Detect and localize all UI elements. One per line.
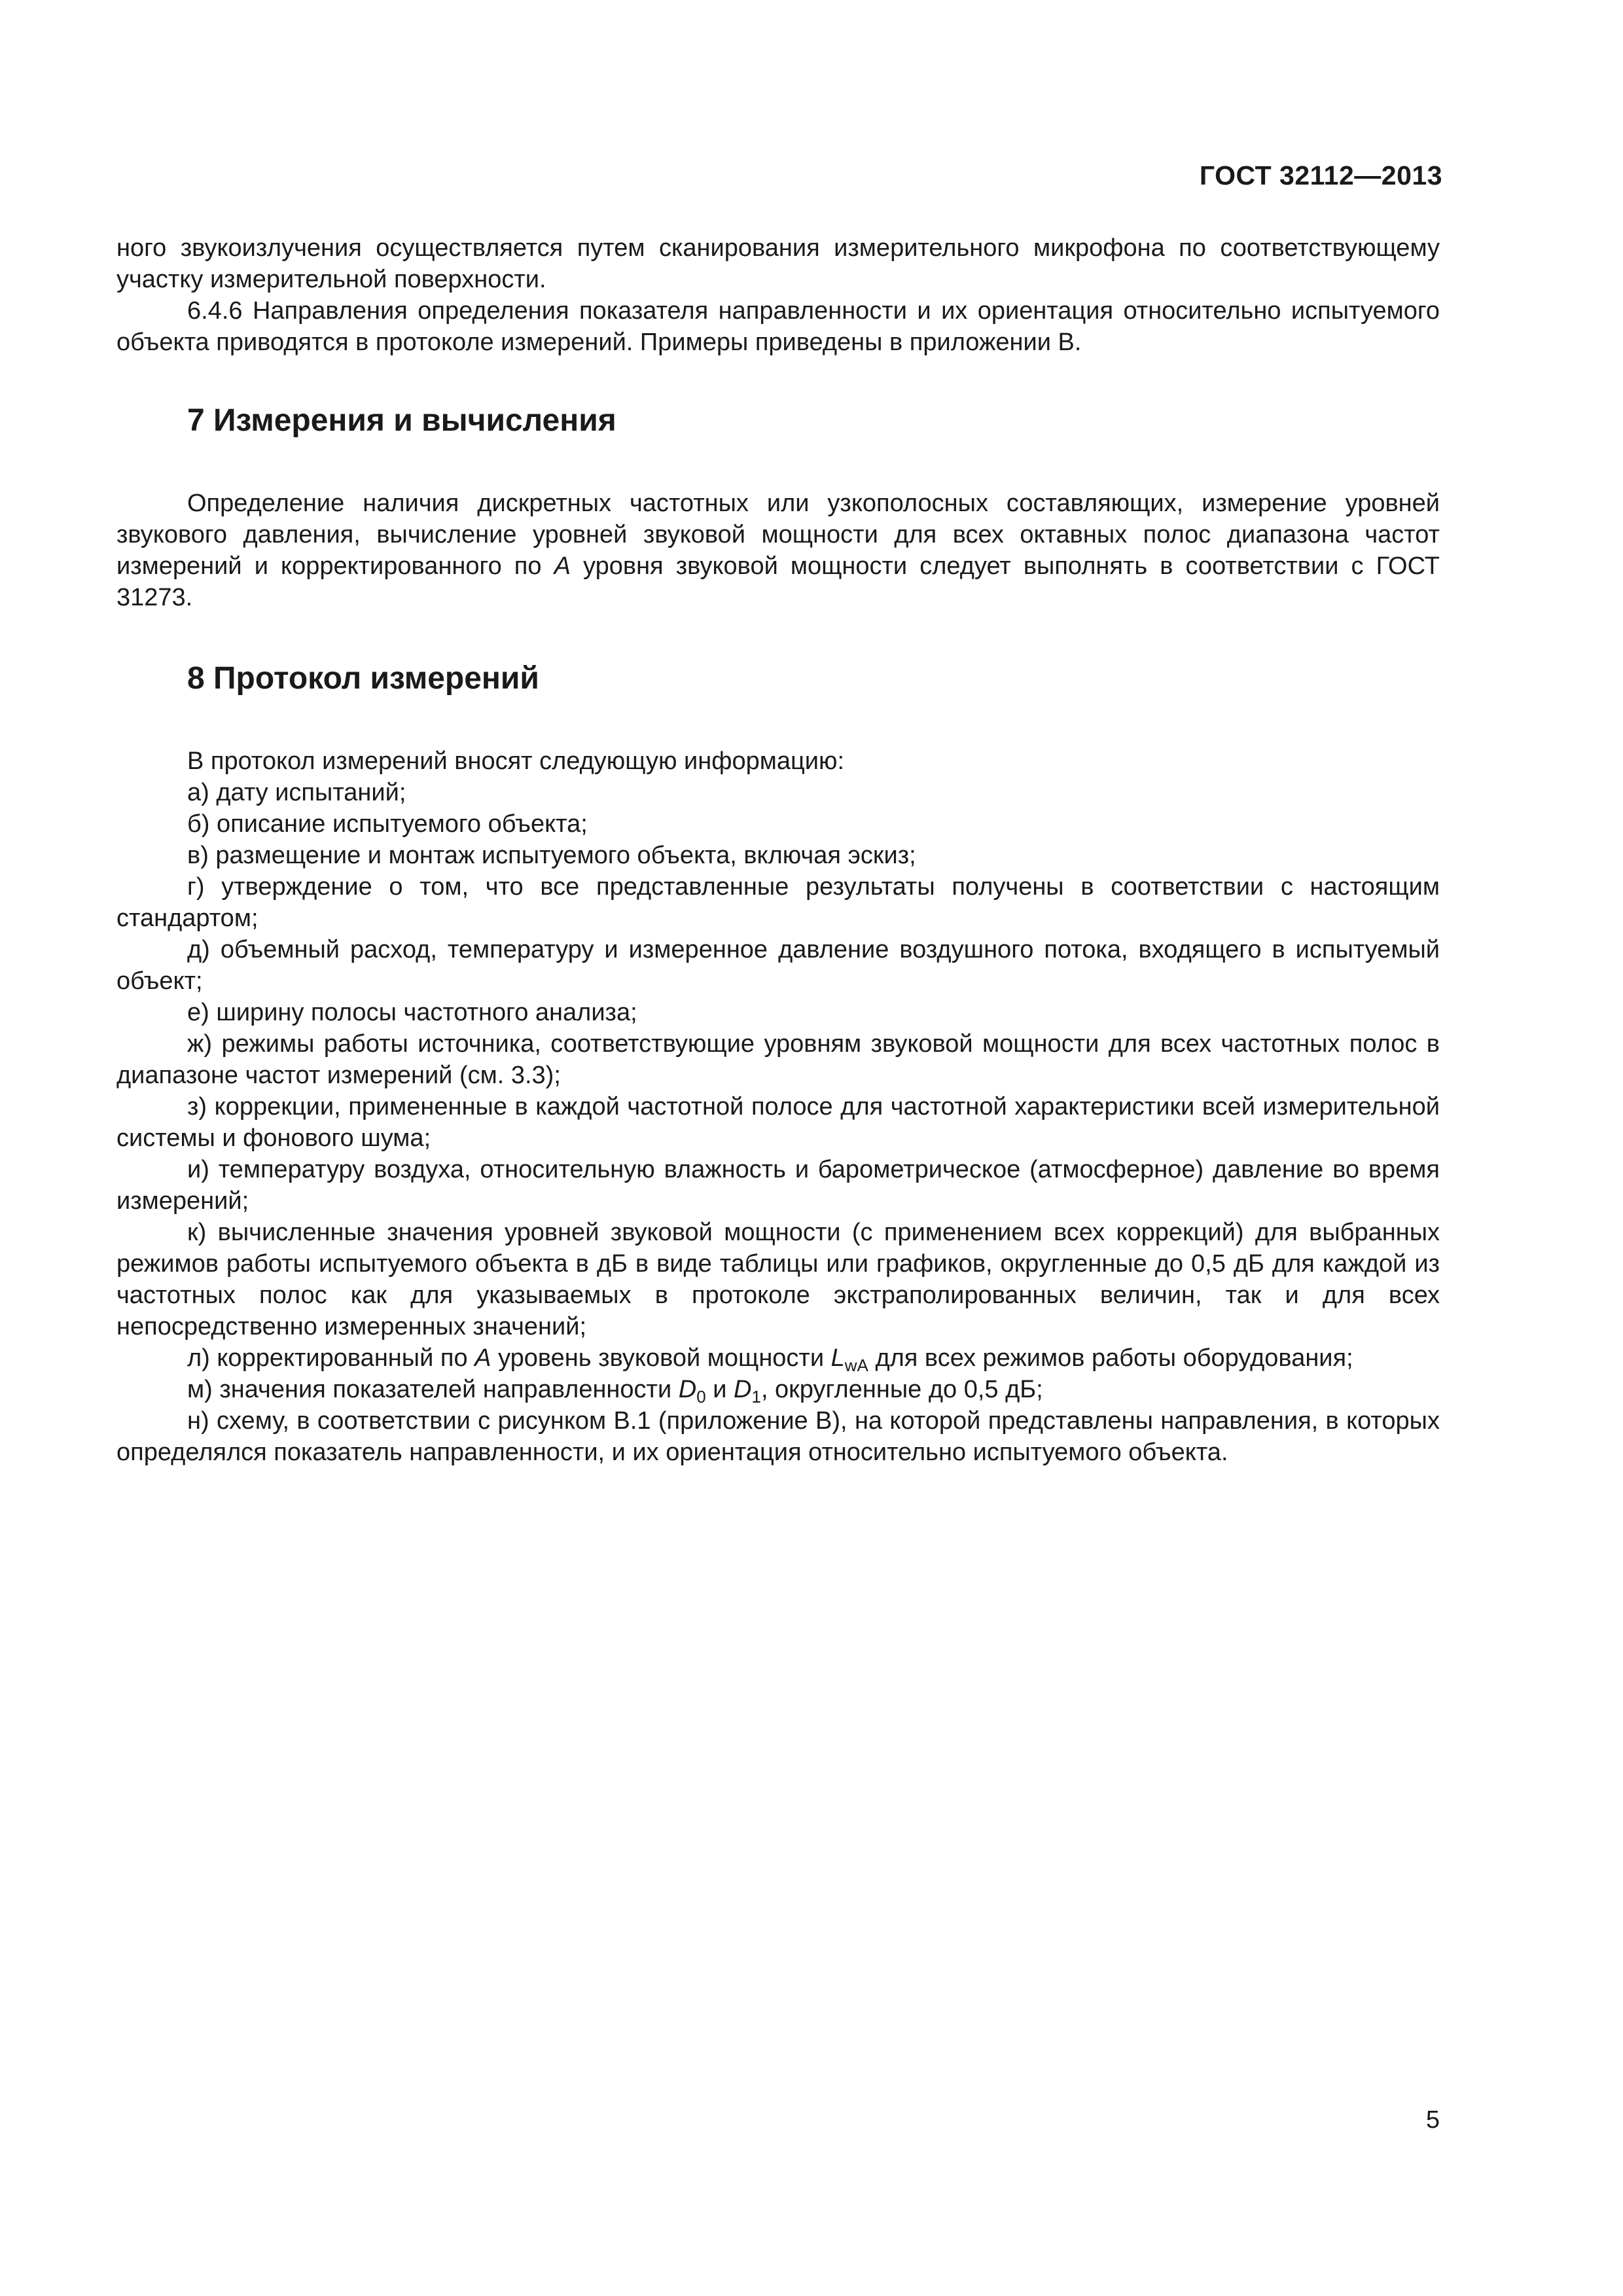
list-item-g: г) утверждение о том, что все представленные результаты получены в соответствии с настоящим стандартом; [116, 873, 1440, 932]
page-number: 5 [1425, 2106, 1440, 2134]
section-8-heading: 8 Протокол измерений [187, 661, 539, 696]
section-7-body-part2: уровня звуковой мощности следует выполнять в соответствии с ГОСТ 31273. [116, 552, 1440, 611]
list-item-l-italic-a: A [474, 1344, 491, 1372]
list-item-d: д) объемный расход, температуру и измеренное давление воздушного потока, входящего в испытуемый объект; [116, 936, 1440, 995]
list-item-m-conj: и [705, 1376, 734, 1403]
list-item-m-part1: м) значения показателей направленности [187, 1376, 679, 1403]
list-item-m-symbol-d1: D [734, 1376, 752, 1403]
list-item-m-subscript-0: 0 [696, 1387, 706, 1407]
section-7-body-italic-a: A [554, 552, 571, 580]
list-item-m-part2: , округленные до 0,5 дБ; [760, 1376, 1043, 1403]
list-item-m [116, 1374, 1440, 1405]
list-item-a: а) дату испытаний; [187, 779, 406, 806]
section-7-body [116, 488, 1440, 613]
list-item-z: з) коррекции, примененные в каждой частотной полосе для частотной характеристики всей измерительной системы и фонового шума; [116, 1093, 1440, 1152]
list-item-n: н) схему, в соответствии с рисунком В.1 (приложение В), на которой представлены направления, в которых определялся показатель направленности, и их ориентация относительно испытуемого объекта. [116, 1407, 1440, 1466]
list-item-l-symbol-l: L [830, 1344, 845, 1372]
clause-6-4-6: 6.4.6 Направления определения показателя направленности и их ориентация относительно испытуемого объекта приводятся в протоколе измерений. Примеры приведены в приложении В. [116, 297, 1440, 356]
list-item-l-part2: уровень звуковой мощности [491, 1344, 831, 1372]
continued-paragraph: ного звукоизлучения осуществляется путем сканирования измерительного микрофона по соответствующему участку измерительной поверхности. [116, 234, 1440, 293]
list-item-l-subscript: wA [844, 1355, 868, 1375]
list-item-zh: ж) режимы работы источника, соответствующие уровням звуковой мощности для всех частотных полос в диапазоне частот измерений (см. 3.3); [116, 1030, 1440, 1089]
list-item-i: и) температуру воздуха, относительную влажность и барометрическое (атмосферное) давление во время измерений; [116, 1156, 1440, 1215]
section-8-intro: В протокол измерений вносят следующую информацию: [187, 747, 845, 775]
page-content [116, 232, 1440, 1468]
list-item-m-symbol-d0: D [678, 1376, 697, 1403]
section-7-heading: 7 Измерения и вычисления [187, 403, 616, 438]
list-item-e: е) ширину полосы частотного анализа; [187, 999, 637, 1026]
list-item-b: б) описание испытуемого объекта; [187, 810, 588, 838]
section-7-body-part1: Определение наличия дискретных частотных или узкополосных составляющих, измерение уровней звукового давления, вычисление уровней звуковой мощности для всех октавных полос диапазона частот измерений и корректированного по [116, 490, 1440, 580]
list-item-l-part3: для всех режимов работы оборудования; [868, 1344, 1353, 1372]
list-item-k: к) вычисленные значения уровней звуковой мощности (с применением всех коррекций) для выбранных режимов работы испытуемого объекта в дБ в виде таблицы или графиков, округленные до 0,5 дБ для каждой из частотных полос как для указываемых в протоколе экстраполированных величин, так и для всех непосредственно измеренных значений; [116, 1219, 1440, 1340]
list-item-m-subscript-1: 1 [751, 1387, 761, 1407]
document-id: ГОСТ 32112—2013 [1199, 160, 1442, 190]
list-item-v: в) размещение и монтаж испытуемого объекта, включая эскиз; [187, 842, 916, 869]
list-item-l-part1: л) корректированный по [187, 1344, 475, 1372]
list-item-l [116, 1342, 1440, 1374]
